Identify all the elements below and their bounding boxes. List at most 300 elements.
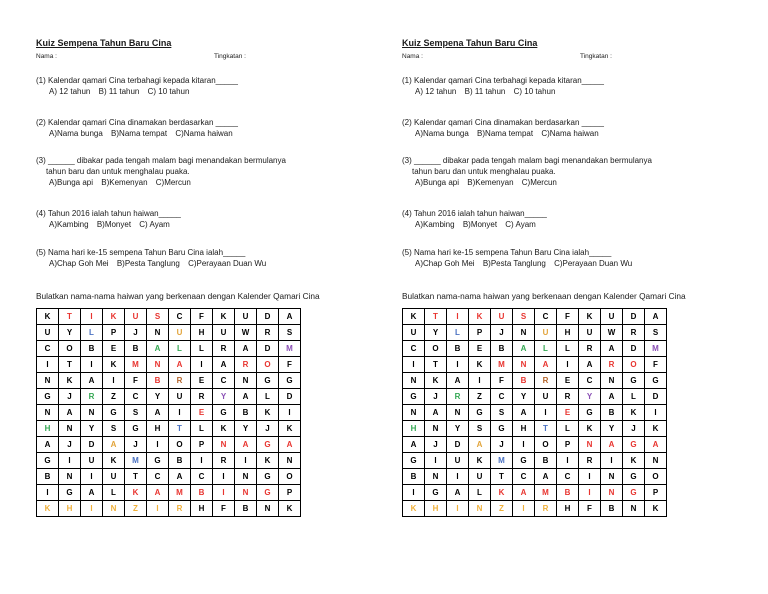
grid-cell[interactable]: D: [257, 309, 279, 325]
grid-cell[interactable]: A: [147, 405, 169, 421]
grid-cell[interactable]: K: [125, 485, 147, 501]
grid-cell[interactable]: N: [279, 453, 301, 469]
grid-cell[interactable]: T: [491, 469, 513, 485]
grid-cell[interactable]: G: [257, 373, 279, 389]
grid-cell[interactable]: U: [403, 325, 425, 341]
grid-cell[interactable]: N: [403, 373, 425, 389]
grid-cell[interactable]: Y: [59, 325, 81, 341]
grid-cell[interactable]: N: [403, 405, 425, 421]
grid-cell[interactable]: B: [37, 469, 59, 485]
grid-cell[interactable]: T: [425, 357, 447, 373]
grid-cell[interactable]: D: [257, 341, 279, 357]
grid-cell[interactable]: K: [425, 373, 447, 389]
grid-cell[interactable]: N: [103, 501, 125, 517]
grid-cell[interactable]: W: [601, 325, 623, 341]
grid-cell[interactable]: E: [557, 373, 579, 389]
grid-cell[interactable]: A: [579, 357, 601, 373]
grid-cell[interactable]: L: [469, 485, 491, 501]
grid-cell[interactable]: I: [447, 309, 469, 325]
grid-cell[interactable]: D: [623, 309, 645, 325]
grid-cell[interactable]: P: [645, 485, 667, 501]
grid-cell[interactable]: L: [169, 341, 191, 357]
grid-cell[interactable]: I: [81, 357, 103, 373]
grid-cell[interactable]: I: [403, 357, 425, 373]
grid-cell[interactable]: D: [81, 437, 103, 453]
grid-cell[interactable]: H: [425, 501, 447, 517]
grid-cell[interactable]: I: [103, 373, 125, 389]
grid-cell[interactable]: F: [213, 501, 235, 517]
grid-cell[interactable]: M: [491, 453, 513, 469]
grid-cell[interactable]: G: [257, 437, 279, 453]
grid-cell[interactable]: B: [147, 373, 169, 389]
grid-cell[interactable]: Z: [103, 389, 125, 405]
grid-cell[interactable]: G: [623, 437, 645, 453]
grid-cell[interactable]: C: [557, 469, 579, 485]
grid-cell[interactable]: K: [213, 309, 235, 325]
grid-cell[interactable]: E: [103, 341, 125, 357]
grid-cell[interactable]: I: [557, 453, 579, 469]
grid-cell[interactable]: R: [557, 389, 579, 405]
grid-cell[interactable]: N: [645, 453, 667, 469]
grid-cell[interactable]: I: [147, 437, 169, 453]
grid-cell[interactable]: G: [491, 421, 513, 437]
grid-cell[interactable]: S: [103, 421, 125, 437]
grid-cell[interactable]: I: [447, 469, 469, 485]
grid-cell[interactable]: B: [191, 485, 213, 501]
grid-cell[interactable]: T: [59, 357, 81, 373]
grid-cell[interactable]: A: [213, 357, 235, 373]
grid-cell[interactable]: L: [103, 485, 125, 501]
grid-cell[interactable]: I: [579, 469, 601, 485]
grid-cell[interactable]: S: [125, 405, 147, 421]
grid-cell[interactable]: A: [403, 437, 425, 453]
grid-cell[interactable]: A: [81, 373, 103, 389]
grid-cell[interactable]: I: [147, 501, 169, 517]
grid-cell[interactable]: D: [645, 389, 667, 405]
grid-cell[interactable]: U: [37, 325, 59, 341]
grid-cell[interactable]: I: [579, 485, 601, 501]
grid-cell[interactable]: U: [125, 309, 147, 325]
grid-cell[interactable]: C: [491, 389, 513, 405]
grid-cell[interactable]: F: [645, 357, 667, 373]
grid-cell[interactable]: Y: [213, 389, 235, 405]
grid-cell[interactable]: K: [645, 421, 667, 437]
grid-cell[interactable]: O: [535, 437, 557, 453]
grid-cell[interactable]: H: [403, 421, 425, 437]
grid-cell[interactable]: N: [81, 405, 103, 421]
grid-cell[interactable]: U: [491, 309, 513, 325]
grid-cell[interactable]: S: [147, 309, 169, 325]
grid-cell[interactable]: N: [235, 469, 257, 485]
grid-cell[interactable]: A: [645, 309, 667, 325]
grid-cell[interactable]: N: [59, 421, 81, 437]
grid-cell[interactable]: N: [425, 469, 447, 485]
grid-cell[interactable]: A: [447, 485, 469, 501]
grid-cell[interactable]: U: [535, 389, 557, 405]
grid-cell[interactable]: G: [257, 469, 279, 485]
grid-cell[interactable]: B: [169, 453, 191, 469]
grid-cell[interactable]: B: [403, 469, 425, 485]
grid-cell[interactable]: B: [491, 341, 513, 357]
grid-cell[interactable]: T: [125, 469, 147, 485]
grid-cell[interactable]: K: [103, 453, 125, 469]
grid-cell[interactable]: C: [169, 309, 191, 325]
grid-cell[interactable]: U: [235, 309, 257, 325]
grid-cell[interactable]: N: [579, 437, 601, 453]
grid-cell[interactable]: I: [37, 485, 59, 501]
grid-cell[interactable]: N: [235, 373, 257, 389]
grid-cell[interactable]: M: [645, 341, 667, 357]
grid-cell[interactable]: N: [601, 373, 623, 389]
grid-cell[interactable]: Y: [235, 421, 257, 437]
grid-cell[interactable]: I: [213, 469, 235, 485]
grid-cell[interactable]: K: [103, 309, 125, 325]
grid-cell[interactable]: I: [447, 357, 469, 373]
grid-cell[interactable]: R: [257, 325, 279, 341]
grid-cell[interactable]: A: [147, 341, 169, 357]
grid-cell[interactable]: Z: [491, 501, 513, 517]
grid-cell[interactable]: A: [513, 485, 535, 501]
grid-cell[interactable]: G: [213, 405, 235, 421]
grid-cell[interactable]: K: [623, 405, 645, 421]
grid-cell[interactable]: U: [169, 389, 191, 405]
grid-cell[interactable]: N: [147, 357, 169, 373]
grid-cell[interactable]: P: [557, 437, 579, 453]
grid-cell[interactable]: M: [125, 357, 147, 373]
grid-cell[interactable]: K: [579, 309, 601, 325]
grid-cell[interactable]: I: [645, 405, 667, 421]
grid-cell[interactable]: J: [623, 421, 645, 437]
grid-cell[interactable]: O: [623, 357, 645, 373]
grid-cell[interactable]: A: [235, 341, 257, 357]
grid-cell[interactable]: C: [147, 469, 169, 485]
grid-cell[interactable]: G: [37, 389, 59, 405]
grid-cell[interactable]: Z: [125, 501, 147, 517]
grid-cell[interactable]: C: [513, 469, 535, 485]
grid-cell[interactable]: M: [535, 485, 557, 501]
grid-cell[interactable]: N: [257, 501, 279, 517]
grid-cell[interactable]: R: [235, 357, 257, 373]
grid-cell[interactable]: Y: [147, 389, 169, 405]
grid-cell[interactable]: L: [191, 421, 213, 437]
grid-cell[interactable]: K: [257, 405, 279, 421]
grid-cell[interactable]: R: [447, 389, 469, 405]
grid-cell[interactable]: K: [469, 453, 491, 469]
grid-cell[interactable]: H: [191, 325, 213, 341]
grid-cell[interactable]: F: [191, 309, 213, 325]
grid-cell[interactable]: J: [425, 389, 447, 405]
grid-cell[interactable]: A: [147, 485, 169, 501]
grid-cell[interactable]: H: [59, 501, 81, 517]
grid-cell[interactable]: U: [601, 309, 623, 325]
grid-cell[interactable]: H: [557, 325, 579, 341]
grid-cell[interactable]: K: [103, 357, 125, 373]
grid-cell[interactable]: I: [425, 453, 447, 469]
grid-cell[interactable]: H: [147, 421, 169, 437]
grid-cell[interactable]: B: [535, 453, 557, 469]
grid-cell[interactable]: G: [513, 453, 535, 469]
grid-cell[interactable]: G: [403, 453, 425, 469]
grid-cell[interactable]: I: [191, 453, 213, 469]
grid-cell[interactable]: L: [623, 389, 645, 405]
grid-cell[interactable]: G: [425, 485, 447, 501]
grid-cell[interactable]: A: [103, 437, 125, 453]
grid-cell[interactable]: A: [235, 389, 257, 405]
grid-cell[interactable]: B: [601, 501, 623, 517]
grid-cell[interactable]: R: [169, 501, 191, 517]
grid-cell[interactable]: I: [403, 485, 425, 501]
grid-cell[interactable]: G: [623, 373, 645, 389]
grid-cell[interactable]: N: [37, 405, 59, 421]
grid-cell[interactable]: K: [469, 309, 491, 325]
grid-cell[interactable]: U: [469, 469, 491, 485]
grid-cell[interactable]: K: [59, 373, 81, 389]
grid-cell[interactable]: I: [513, 437, 535, 453]
grid-cell[interactable]: H: [557, 501, 579, 517]
grid-cell[interactable]: K: [37, 309, 59, 325]
grid-cell[interactable]: U: [213, 325, 235, 341]
grid-cell[interactable]: J: [59, 389, 81, 405]
grid-cell[interactable]: G: [147, 453, 169, 469]
grid-cell[interactable]: E: [191, 373, 213, 389]
grid-cell[interactable]: A: [279, 437, 301, 453]
grid-cell[interactable]: I: [557, 357, 579, 373]
grid-cell[interactable]: F: [557, 309, 579, 325]
grid-cell[interactable]: N: [37, 373, 59, 389]
grid-cell[interactable]: C: [403, 341, 425, 357]
grid-cell[interactable]: N: [513, 357, 535, 373]
grid-cell[interactable]: R: [535, 501, 557, 517]
grid-cell[interactable]: E: [557, 405, 579, 421]
grid-cell[interactable]: I: [447, 501, 469, 517]
grid-cell[interactable]: R: [623, 325, 645, 341]
grid-cell[interactable]: A: [279, 309, 301, 325]
grid-cell[interactable]: A: [513, 405, 535, 421]
grid-cell[interactable]: G: [37, 453, 59, 469]
grid-cell[interactable]: A: [81, 485, 103, 501]
grid-cell[interactable]: N: [425, 421, 447, 437]
grid-cell[interactable]: N: [147, 325, 169, 341]
grid-cell[interactable]: O: [59, 341, 81, 357]
grid-cell[interactable]: K: [279, 421, 301, 437]
grid-cell[interactable]: G: [623, 469, 645, 485]
grid-cell[interactable]: I: [513, 501, 535, 517]
grid-cell[interactable]: U: [447, 453, 469, 469]
grid-cell[interactable]: B: [235, 405, 257, 421]
grid-cell[interactable]: U: [579, 325, 601, 341]
grid-cell[interactable]: I: [469, 373, 491, 389]
grid-cell[interactable]: K: [213, 421, 235, 437]
grid-cell[interactable]: R: [191, 389, 213, 405]
grid-cell[interactable]: I: [279, 405, 301, 421]
grid-cell[interactable]: R: [579, 341, 601, 357]
grid-cell[interactable]: F: [579, 501, 601, 517]
grid-cell[interactable]: Y: [513, 389, 535, 405]
grid-cell[interactable]: O: [279, 469, 301, 485]
grid-cell[interactable]: K: [257, 453, 279, 469]
grid-cell[interactable]: A: [513, 341, 535, 357]
grid-cell[interactable]: G: [469, 405, 491, 421]
grid-cell[interactable]: N: [213, 437, 235, 453]
grid-cell[interactable]: D: [447, 437, 469, 453]
grid-cell[interactable]: U: [535, 325, 557, 341]
grid-cell[interactable]: B: [513, 373, 535, 389]
grid-cell[interactable]: A: [535, 357, 557, 373]
grid-cell[interactable]: N: [447, 405, 469, 421]
grid-cell[interactable]: H: [191, 501, 213, 517]
grid-cell[interactable]: N: [235, 485, 257, 501]
grid-cell[interactable]: B: [81, 341, 103, 357]
grid-cell[interactable]: G: [623, 485, 645, 501]
grid-cell[interactable]: A: [425, 405, 447, 421]
grid-cell[interactable]: L: [191, 341, 213, 357]
grid-cell[interactable]: J: [257, 421, 279, 437]
grid-cell[interactable]: T: [425, 309, 447, 325]
grid-cell[interactable]: P: [469, 325, 491, 341]
grid-cell[interactable]: O: [257, 357, 279, 373]
grid-cell[interactable]: D: [623, 341, 645, 357]
grid-cell[interactable]: S: [645, 325, 667, 341]
grid-cell[interactable]: A: [645, 437, 667, 453]
grid-cell[interactable]: G: [279, 373, 301, 389]
grid-cell[interactable]: J: [425, 437, 447, 453]
grid-cell[interactable]: Y: [425, 325, 447, 341]
grid-cell[interactable]: B: [557, 485, 579, 501]
grid-cell[interactable]: A: [169, 469, 191, 485]
grid-cell[interactable]: I: [601, 453, 623, 469]
grid-cell[interactable]: L: [447, 325, 469, 341]
grid-cell[interactable]: A: [235, 437, 257, 453]
grid-cell[interactable]: Y: [81, 421, 103, 437]
grid-cell[interactable]: F: [491, 373, 513, 389]
grid-cell[interactable]: E: [191, 405, 213, 421]
grid-cell[interactable]: M: [169, 485, 191, 501]
grid-cell[interactable]: K: [623, 453, 645, 469]
grid-cell[interactable]: M: [491, 357, 513, 373]
grid-cell[interactable]: T: [59, 309, 81, 325]
grid-cell[interactable]: K: [469, 357, 491, 373]
grid-cell[interactable]: K: [579, 421, 601, 437]
grid-cell[interactable]: Y: [447, 421, 469, 437]
grid-cell[interactable]: C: [37, 341, 59, 357]
grid-cell[interactable]: T: [535, 421, 557, 437]
grid-cell[interactable]: F: [125, 373, 147, 389]
grid-cell[interactable]: B: [447, 341, 469, 357]
grid-cell[interactable]: G: [257, 485, 279, 501]
grid-cell[interactable]: N: [623, 501, 645, 517]
grid-cell[interactable]: R: [81, 389, 103, 405]
grid-cell[interactable]: S: [513, 309, 535, 325]
grid-cell[interactable]: R: [601, 357, 623, 373]
grid-cell[interactable]: F: [279, 357, 301, 373]
grid-cell[interactable]: B: [601, 405, 623, 421]
grid-cell[interactable]: I: [37, 357, 59, 373]
grid-cell[interactable]: S: [279, 325, 301, 341]
grid-cell[interactable]: I: [81, 309, 103, 325]
grid-cell[interactable]: K: [645, 501, 667, 517]
grid-cell[interactable]: K: [403, 501, 425, 517]
grid-cell[interactable]: K: [37, 501, 59, 517]
grid-cell[interactable]: H: [37, 421, 59, 437]
grid-cell[interactable]: J: [491, 437, 513, 453]
grid-cell[interactable]: E: [469, 341, 491, 357]
grid-cell[interactable]: C: [125, 389, 147, 405]
grid-cell[interactable]: N: [59, 469, 81, 485]
grid-cell[interactable]: C: [191, 469, 213, 485]
grid-cell[interactable]: C: [579, 373, 601, 389]
grid-cell[interactable]: J: [125, 325, 147, 341]
grid-cell[interactable]: P: [279, 485, 301, 501]
grid-cell[interactable]: N: [601, 469, 623, 485]
grid-cell[interactable]: G: [59, 485, 81, 501]
grid-cell[interactable]: K: [491, 485, 513, 501]
grid-cell[interactable]: P: [191, 437, 213, 453]
grid-cell[interactable]: M: [279, 341, 301, 357]
grid-cell[interactable]: J: [59, 437, 81, 453]
grid-cell[interactable]: R: [213, 453, 235, 469]
grid-cell[interactable]: S: [491, 405, 513, 421]
grid-cell[interactable]: A: [37, 437, 59, 453]
grid-cell[interactable]: I: [169, 405, 191, 421]
grid-cell[interactable]: I: [235, 453, 257, 469]
grid-cell[interactable]: A: [535, 469, 557, 485]
grid-cell[interactable]: A: [169, 357, 191, 373]
grid-cell[interactable]: M: [125, 453, 147, 469]
grid-cell[interactable]: B: [125, 341, 147, 357]
grid-cell[interactable]: O: [645, 469, 667, 485]
grid-cell[interactable]: N: [601, 485, 623, 501]
grid-cell[interactable]: R: [535, 373, 557, 389]
grid-cell[interactable]: A: [59, 405, 81, 421]
grid-cell[interactable]: G: [125, 421, 147, 437]
grid-cell[interactable]: I: [535, 405, 557, 421]
grid-cell[interactable]: Y: [579, 389, 601, 405]
grid-cell[interactable]: U: [169, 325, 191, 341]
grid-cell[interactable]: A: [601, 341, 623, 357]
grid-cell[interactable]: S: [469, 421, 491, 437]
grid-cell[interactable]: U: [103, 469, 125, 485]
grid-cell[interactable]: I: [81, 469, 103, 485]
grid-cell[interactable]: T: [169, 421, 191, 437]
grid-cell[interactable]: A: [447, 373, 469, 389]
grid-cell[interactable]: O: [425, 341, 447, 357]
grid-cell[interactable]: I: [191, 357, 213, 373]
grid-cell[interactable]: J: [125, 437, 147, 453]
grid-cell[interactable]: C: [213, 373, 235, 389]
grid-cell[interactable]: N: [513, 325, 535, 341]
grid-cell[interactable]: K: [279, 501, 301, 517]
grid-cell[interactable]: G: [103, 405, 125, 421]
grid-cell[interactable]: R: [169, 373, 191, 389]
grid-cell[interactable]: U: [81, 453, 103, 469]
grid-cell[interactable]: B: [235, 501, 257, 517]
grid-cell[interactable]: I: [213, 485, 235, 501]
grid-cell[interactable]: O: [169, 437, 191, 453]
grid-cell[interactable]: G: [579, 405, 601, 421]
grid-cell[interactable]: G: [403, 389, 425, 405]
grid-cell[interactable]: Y: [601, 421, 623, 437]
grid-cell[interactable]: H: [513, 421, 535, 437]
grid-cell[interactable]: I: [81, 501, 103, 517]
grid-cell[interactable]: R: [213, 341, 235, 357]
grid-cell[interactable]: N: [469, 501, 491, 517]
grid-cell[interactable]: Z: [469, 389, 491, 405]
grid-cell[interactable]: L: [535, 341, 557, 357]
grid-cell[interactable]: W: [235, 325, 257, 341]
grid-cell[interactable]: R: [579, 453, 601, 469]
grid-cell[interactable]: P: [103, 325, 125, 341]
grid-cell[interactable]: A: [601, 437, 623, 453]
